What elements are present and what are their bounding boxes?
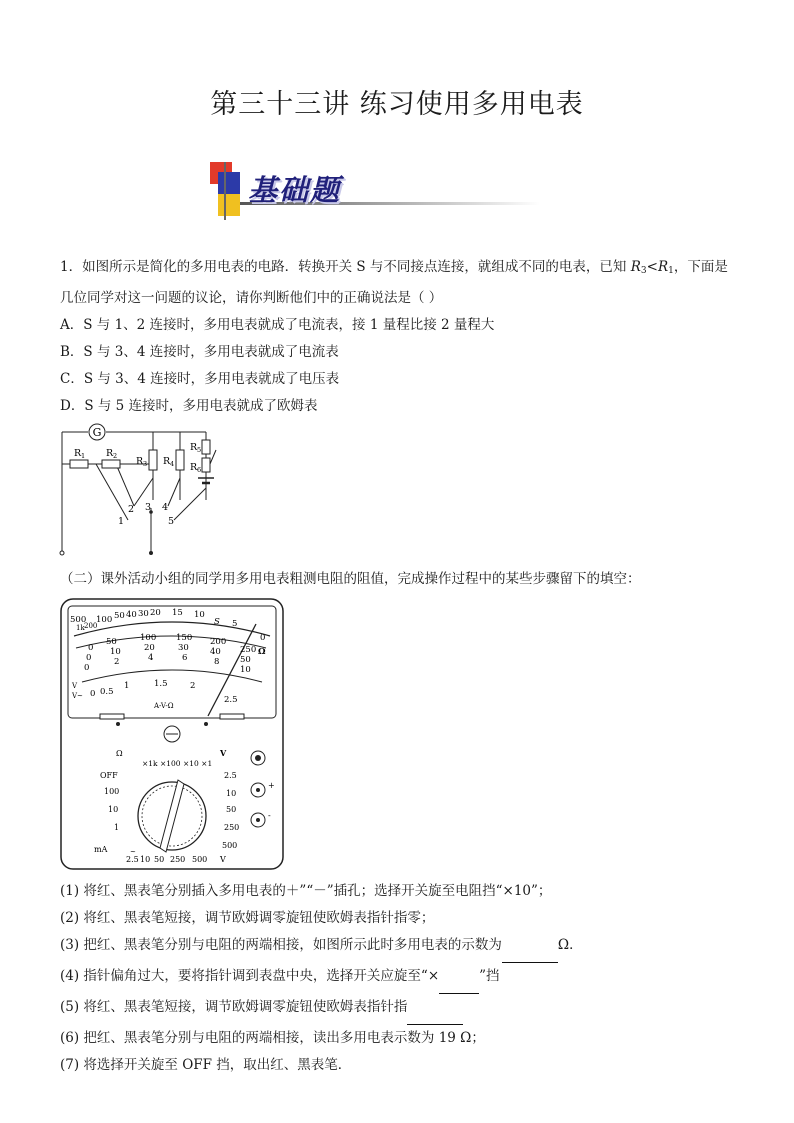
r3-symbol: R — [630, 259, 641, 275]
dc50-20: 20 — [144, 643, 155, 653]
section-banner — [200, 160, 600, 222]
dc250-0: 0 — [88, 643, 94, 653]
dc10-10: 10 — [240, 665, 251, 675]
minus-label: - — [268, 811, 271, 820]
r5-label: R — [190, 442, 198, 453]
step-6: (6) 把红、黑表笔分别与电阻的两端相接，读出多用电表示数为 19 Ω； — [60, 1030, 485, 1046]
section-2 — [60, 566, 750, 593]
r2-label-sub: 2 — [113, 452, 118, 460]
banner-label: 基础题 — [248, 173, 342, 207]
resistor-r6 — [202, 458, 210, 472]
contact-1: 1 — [118, 516, 125, 527]
dc250-150: 150 — [176, 633, 193, 643]
ac-50-label: 50 — [154, 855, 165, 864]
dc10-8: 8 — [214, 657, 220, 667]
step-4 — [60, 963, 750, 994]
dc50-10: 10 — [110, 647, 121, 657]
face-slot-left — [100, 714, 124, 719]
dc250-50: 50 — [106, 637, 117, 647]
contact-5: 5 — [168, 516, 175, 527]
step-4-end: ”挡 — [479, 968, 500, 984]
terminal-left-icon — [60, 551, 64, 555]
jack-center-icon — [256, 788, 260, 792]
knob-ohm-ranges: ×1k ×100 ×10 ×1 — [142, 759, 213, 768]
plus-label: + — [268, 781, 275, 790]
resistor-r4 — [176, 450, 184, 470]
ohm-tick-10: 10 — [194, 610, 205, 620]
step-1: (1) 将红、黑表笔分别插入多用电表的＋”“－”插孔；选择开关旋至电阻挡“×10”； — [60, 883, 552, 899]
ac-2.5: 2.5 — [224, 695, 238, 705]
less-than: < — [646, 259, 658, 275]
ohm-tick-40: 40 — [126, 610, 137, 620]
option-c: C．S 与 3、4 连接时，多用电表就成了电压表 — [60, 371, 340, 387]
ac-v-label: V — [220, 855, 226, 864]
ac-2.5-label: 2.5 — [126, 855, 139, 864]
r1-label: R — [74, 448, 82, 459]
step-4-text: (4) 指针偏角过大，要将指针调到表盘中央，选择开关应旋至“× — [60, 968, 440, 984]
r1-subscript: 1 — [668, 266, 674, 276]
step-3 — [60, 932, 750, 963]
ac-tilde-label: ~ — [130, 848, 136, 856]
ac-0: 0 — [90, 689, 96, 699]
ac-2: 2 — [190, 681, 196, 691]
step-3-text: (3) 把红、黑表笔分别与电阻的两端相接，如图所示此时多用电表的示数为 — [60, 937, 502, 953]
r4-label-sub: 4 — [170, 460, 175, 468]
r3-subscript: 3 — [640, 266, 647, 276]
v-label: V — [72, 682, 78, 690]
steps-list — [60, 878, 750, 1079]
ac-1.5: 1.5 — [154, 679, 168, 689]
dc50-0: 0 — [86, 653, 92, 663]
s-label: S — [214, 617, 220, 627]
ohm-tick-15: 15 — [172, 608, 183, 618]
dc10-6: 6 — [182, 653, 188, 663]
v-2.5-label: 2.5 — [224, 771, 237, 780]
step-4-blank[interactable] — [439, 966, 479, 994]
question-1-stem-line2: 几位同学对这一问题的议论，请你判断他们中的正确说法是（ ） — [60, 290, 443, 306]
step-5-text: (5) 将红、黑表笔短接，调节欧姆调零旋钮使欧姆表指针指 — [60, 999, 408, 1015]
step-3-unit: Ω． — [557, 937, 583, 953]
ma-100-label: 100 — [104, 787, 120, 796]
option-d: D．S 与 5 连接时，多用电表就成了欧姆表 — [60, 398, 318, 414]
ac-250-label: 250 — [170, 855, 186, 864]
step-2: (2) 将红、黑表笔短接，调节欧姆调零旋钮使欧姆表指针指零； — [60, 910, 435, 926]
r2-label: R — [106, 448, 114, 459]
v-250-label: 250 — [224, 823, 240, 832]
ohm-tick-20: 20 — [150, 608, 161, 618]
ma-label: mA — [94, 845, 108, 854]
r6-label-sub: 6 — [197, 466, 202, 474]
dc50-50: 50 — [240, 655, 251, 665]
r1-symbol: R — [657, 259, 669, 275]
ohm-tick-50: 50 — [114, 611, 125, 621]
resistor-r2 — [102, 460, 120, 468]
ma-10-label: 10 — [108, 805, 119, 814]
knob-v-label: V — [220, 748, 227, 758]
knob-ohm-label: Ω — [116, 749, 123, 758]
section-2-heading: （二）课外活动小组的同学用多用电表粗测电阻的阻值，完成操作过程中的某些步骤留下的填空： — [60, 571, 641, 587]
r3-label: R — [136, 456, 144, 467]
dc50-40: 40 — [210, 647, 221, 657]
dc50-30: 30 — [178, 643, 189, 653]
resistor-r5 — [202, 440, 210, 454]
stem-text-end: ，下面是 — [673, 259, 728, 275]
knob-center-icon — [255, 755, 261, 761]
circuit-diagram — [56, 420, 236, 560]
ohm-tick-100: 100 — [96, 615, 113, 625]
face-slot-right — [220, 714, 244, 719]
stem-text: 1．如图所示是简化的多用电表的电路．转换开关 S 与不同接点连接，就组成不同的电表，已知 — [60, 259, 631, 275]
resistor-r3 — [149, 450, 157, 470]
dot-icon — [116, 722, 120, 726]
step-3-blank[interactable] — [502, 935, 558, 963]
ac-0.5: 0.5 — [100, 687, 114, 697]
step-5-blank[interactable] — [407, 997, 463, 1025]
ohm-tick-30: 30 — [138, 609, 149, 619]
r3-label-sub: 3 — [143, 460, 148, 468]
v-50-label: 50 — [226, 805, 237, 814]
page-title: 第三十三讲 练习使用多用电表 — [210, 89, 584, 120]
step-7: (7) 将选择开关旋至 OFF 挡，取出红、黑表笔． — [60, 1057, 352, 1073]
v-500-label: 500 — [222, 841, 238, 850]
resistor-r1 — [70, 460, 88, 468]
r5-label-sub: 5 — [197, 446, 202, 454]
v-ac-label: V~ — [72, 692, 83, 700]
contact-4: 4 — [162, 502, 169, 513]
dc10-4: 4 — [148, 653, 154, 663]
ohm-tick-1k: 1k — [76, 624, 85, 632]
r6-label: R — [190, 462, 198, 473]
ohm-tick-5: 5 — [232, 619, 238, 629]
contact-2: 2 — [128, 504, 135, 515]
v-10-label: 10 — [226, 789, 237, 798]
question-1 — [60, 254, 750, 420]
galvanometer-label: G — [92, 426, 102, 439]
jack-center-icon — [256, 818, 260, 822]
r4-label: R — [163, 456, 171, 467]
ma-1-label: 1 — [114, 823, 120, 832]
option-a: A．S 与 1、2 连接时，多用电表就成了电流表，接 1 量程比接 2 量程大 — [60, 317, 495, 333]
question-1-stem — [60, 254, 750, 285]
dc10-2: 2 — [114, 657, 120, 667]
terminal-switch-icon — [149, 551, 153, 555]
r1-label-sub: 1 — [81, 452, 86, 460]
ohm-symbol: Ω — [258, 647, 266, 657]
face-label: A-V-Ω — [154, 702, 174, 710]
dc10-0: 0 — [84, 663, 90, 673]
step-5 — [60, 994, 750, 1025]
contact-3: 3 — [145, 502, 152, 513]
ac-10-label: 10 — [140, 855, 151, 864]
rheostat-arrow-icon — [210, 450, 216, 464]
option-b: B．S 与 3、4 连接时，多用电表就成了电流表 — [60, 344, 339, 360]
dot-icon — [204, 722, 208, 726]
dc250-250: 250 — [240, 645, 257, 655]
multimeter-figure — [60, 598, 284, 870]
ohm-tick-0: 0 — [260, 633, 266, 643]
ohm-tick-500: 500 — [70, 615, 87, 625]
ac-500-label: 500 — [192, 855, 208, 864]
ac-1: 1 — [124, 681, 130, 691]
dc250-200: 200 — [210, 637, 227, 647]
dc250-100: 100 — [140, 633, 157, 643]
ohm-tick-200: 200 — [84, 622, 98, 630]
switch-off-label: OFF — [100, 771, 118, 780]
